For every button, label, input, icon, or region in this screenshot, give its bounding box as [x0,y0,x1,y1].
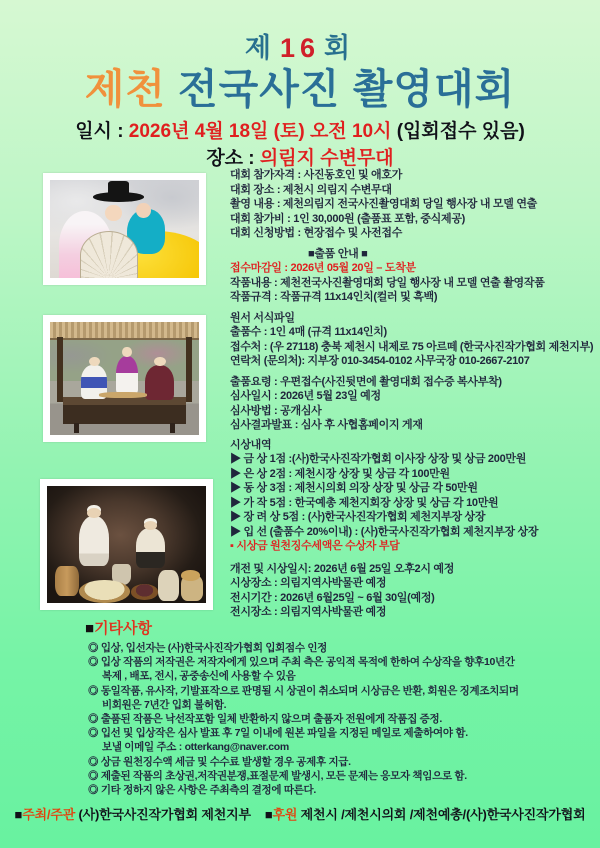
etc-item: ◎ 입상 작품의 저작권은 저작자에게 있으며 주최 측은 공익적 목적에 한하여 수상작을 향후10년간 [88,656,515,669]
work-size: 작품규격 : 작품규격 11x14인치(컬러 및 흑백) [230,291,438,303]
figure-white-hanbok-woman-shape [136,528,165,568]
wood-scoop-shape [181,570,200,581]
figure-maroon-robe-shape [145,365,173,400]
host-value: (사)한국사진작가협회 제천지부 [75,807,251,822]
etc-title-text: 기타사항 [94,620,153,637]
datetime-label: 일시 : [75,121,129,142]
overview-fee: 대회 참가비 : 1인 30,000원 (출품표 포함, 중식제공) [230,212,466,225]
ceremony-datetime: 개전 및 시상일시: 2026년 6월 25일 오후2시 예정 [230,562,455,575]
photo-hanbok-couple-image [50,180,199,278]
etc-item: ◎ 제출된 작품의 초상권,저작권분쟁,표절문제 발생시, 모든 문제는 응모자 책임으로 함. [88,769,467,782]
title-part-main: 전국사진 촬영대회 [177,66,516,112]
overview-venue: 대회 장소 : 제천시 의림지 수변무대 [230,183,392,196]
award-encouragement: ▶ 장 려 상 5점 : (사)한국사진작가협회 제천지부장 상장 [230,511,486,523]
etc-list [88,641,519,797]
exhibition-period: 전시기간 : 2026년 6월25일 ~ 6월 30일(예정) [230,591,435,604]
overview-shoot-content: 촬영 내용 : 제천의림지 전국사진촬영대회 당일 행사장 내 모델 연출 [230,198,537,210]
etc-item: ◎ 입상, 입선자는 (사)한국사진작가협회 입회점수 인정 [88,642,327,654]
figure-white-hanbok-man-shape [79,516,109,565]
entry-deadline: 접수마감일 : 2026년 05월 20일 – 도착분 [230,262,416,274]
winnowing-basket-shape [79,580,130,603]
gat-hat-crown-shape [108,181,129,194]
square-bullet-icon: ■ [85,620,95,637]
clay-jar-shape [55,566,79,596]
face-shape [105,205,121,222]
meal-table-shape [99,392,147,398]
entry-contacts: 연락처 (문의처): 지부장 010-3454-0102 사무국장 010-2667-2107 [230,355,530,367]
judging-date: 심사일시 : 2026년 5월 23일 예정 [230,390,381,402]
square-bullet-icon: ■ [14,807,23,822]
datetime-value: 2026년 4월 18일 (토) 오전 10시 [128,121,392,142]
exhibition-venue: 전시장소 : 의림지역사박물관 예정 [230,606,387,618]
photo-pavilion-meal-image [50,322,199,435]
photo-pavilion-meal [43,315,206,442]
award-gold: ▶ 금 상 1점 :(사)한국사진작가협회 이사장 상장 및 상금 200만원 [230,453,527,465]
etc-item-email: 보낼 이메일 주소 : otterkang@naver.com [102,741,289,754]
edition-prefix: 제 [244,33,276,63]
organizer-line [0,804,600,823]
awards-title: 시상내역 [230,438,272,451]
sponsor-value: 제천시 /제천시의회 /제천예총/(사)한국사진작가협회 [297,807,586,822]
wood-platform-shape [63,397,185,424]
datetime-line [0,116,600,143]
entry-count: 출품수 : 1인 4매 (규격 11x14인치) [230,326,387,338]
sponsor-label: 후원 [272,807,298,822]
bean-bowl-shape [131,584,158,599]
figure-purple-hanbok-shape [116,356,138,394]
etc-item-continued: 복제 , 배포, 전시, 공중송신에 사용할 수 있음 [102,670,296,683]
judging-result: 심사결과발표 : 심사 후 사협홈페이지 게재 [230,419,423,431]
etc-item: ◎ 동일작품, 유사작, 기발표작으로 판명될 시 상권이 취소되며 시상금은 반환, 회원은 징계조치되며 [88,684,519,697]
title-part-city: 제천 [84,66,166,112]
form-file-title: 원서 서식파일 [230,311,295,324]
award-bronze: ▶ 동 상 3점 : 제천시의회 의장 상장 및 상금 각 50만원 [230,482,478,494]
photo-night-grain-work [40,479,213,610]
work-content: 작품내용 : 제천전국사진촬영대회 당일 행사장 내 모델 연출 촬영작품 [230,276,545,289]
edition-suffix: 회 [324,33,356,63]
square-bullet-icon: ■ [264,807,273,822]
venue-line [0,143,600,170]
ceremony-venue: 시상장소 : 의림지역사박물관 예정 [230,577,387,589]
thatched-roof-shape [50,322,199,340]
submit-rule: 출품요령 : 우편접수(사진뒷면에 촬영대회 접수증 복사부착) [230,375,502,388]
host-label: 주최/주관 [22,807,76,822]
platform-leg-shape [74,423,79,433]
entry-notice-title: ■출품 안내 ■ [308,247,368,260]
etc-item: ◎ 기타 정하지 않은 사항은 주최측의 결정에 따른다. [88,784,316,797]
page-title [0,56,600,115]
photo-night-grain-work-image [47,486,206,603]
wood-post-shape [57,337,63,403]
award-selection: ▶ 입 선 (출품수 20%이내) : (사)한국사진작가협회 제천지부장 상장 [230,525,539,538]
etc-section-title [85,617,152,638]
venue-value: 의림지 수변무대 [259,148,394,169]
datetime-note: (입회접수 있음) [391,121,525,142]
entry-address: 접수처 : (우 27118) 충북 제천시 내제로 75 아르떼 (한국사진작가협회 제천지부) [230,340,594,353]
etc-item: ◎ 출품된 작품은 낙선작포함 일체 반환하지 않으며 출품자 전원에게 작품집 증정. [88,713,442,726]
platform-leg-shape [170,423,175,433]
grain-sack-shape [158,570,179,600]
venue-label: 장소 : [206,148,260,169]
award-tax-note: ▪ 시상금 원천징수세액은 수상자 부담 [230,540,400,552]
wood-post-shape [186,337,192,403]
edition-number: 16 [279,33,321,63]
overview-apply-method: 대회 신청방법 : 현장접수 및 사전접수 [230,227,403,239]
contest-info-column [230,168,600,620]
etc-item: ◎ 입선 및 입상작은 심사 발표 후 7일 이내에 원본 파일을 지정된 메일로 제출하여야 함. [88,727,468,740]
judging-method: 심사방법 : 공개심사 [230,404,322,417]
award-silver: ▶ 은 상 2점 : 제천시장 상장 및 상금 각 100만원 [230,467,450,480]
overview-qualification: 대회 참가자격 : 사진동호인 및 애호가 [230,169,403,181]
etc-item-continued: 비회원은 7년간 입회 불허함. [102,698,227,711]
photo-hanbok-couple [43,173,206,285]
award-merit: ▶ 가 작 5점 : 한국예총 제천지회장 상장 및 상금 각 10만원 [230,496,499,509]
folding-fan-shape [80,231,139,278]
etc-item: ◎ 상금 원천징수액 세금 및 수수료 발생할 경우 공제후 지급. [88,755,351,768]
